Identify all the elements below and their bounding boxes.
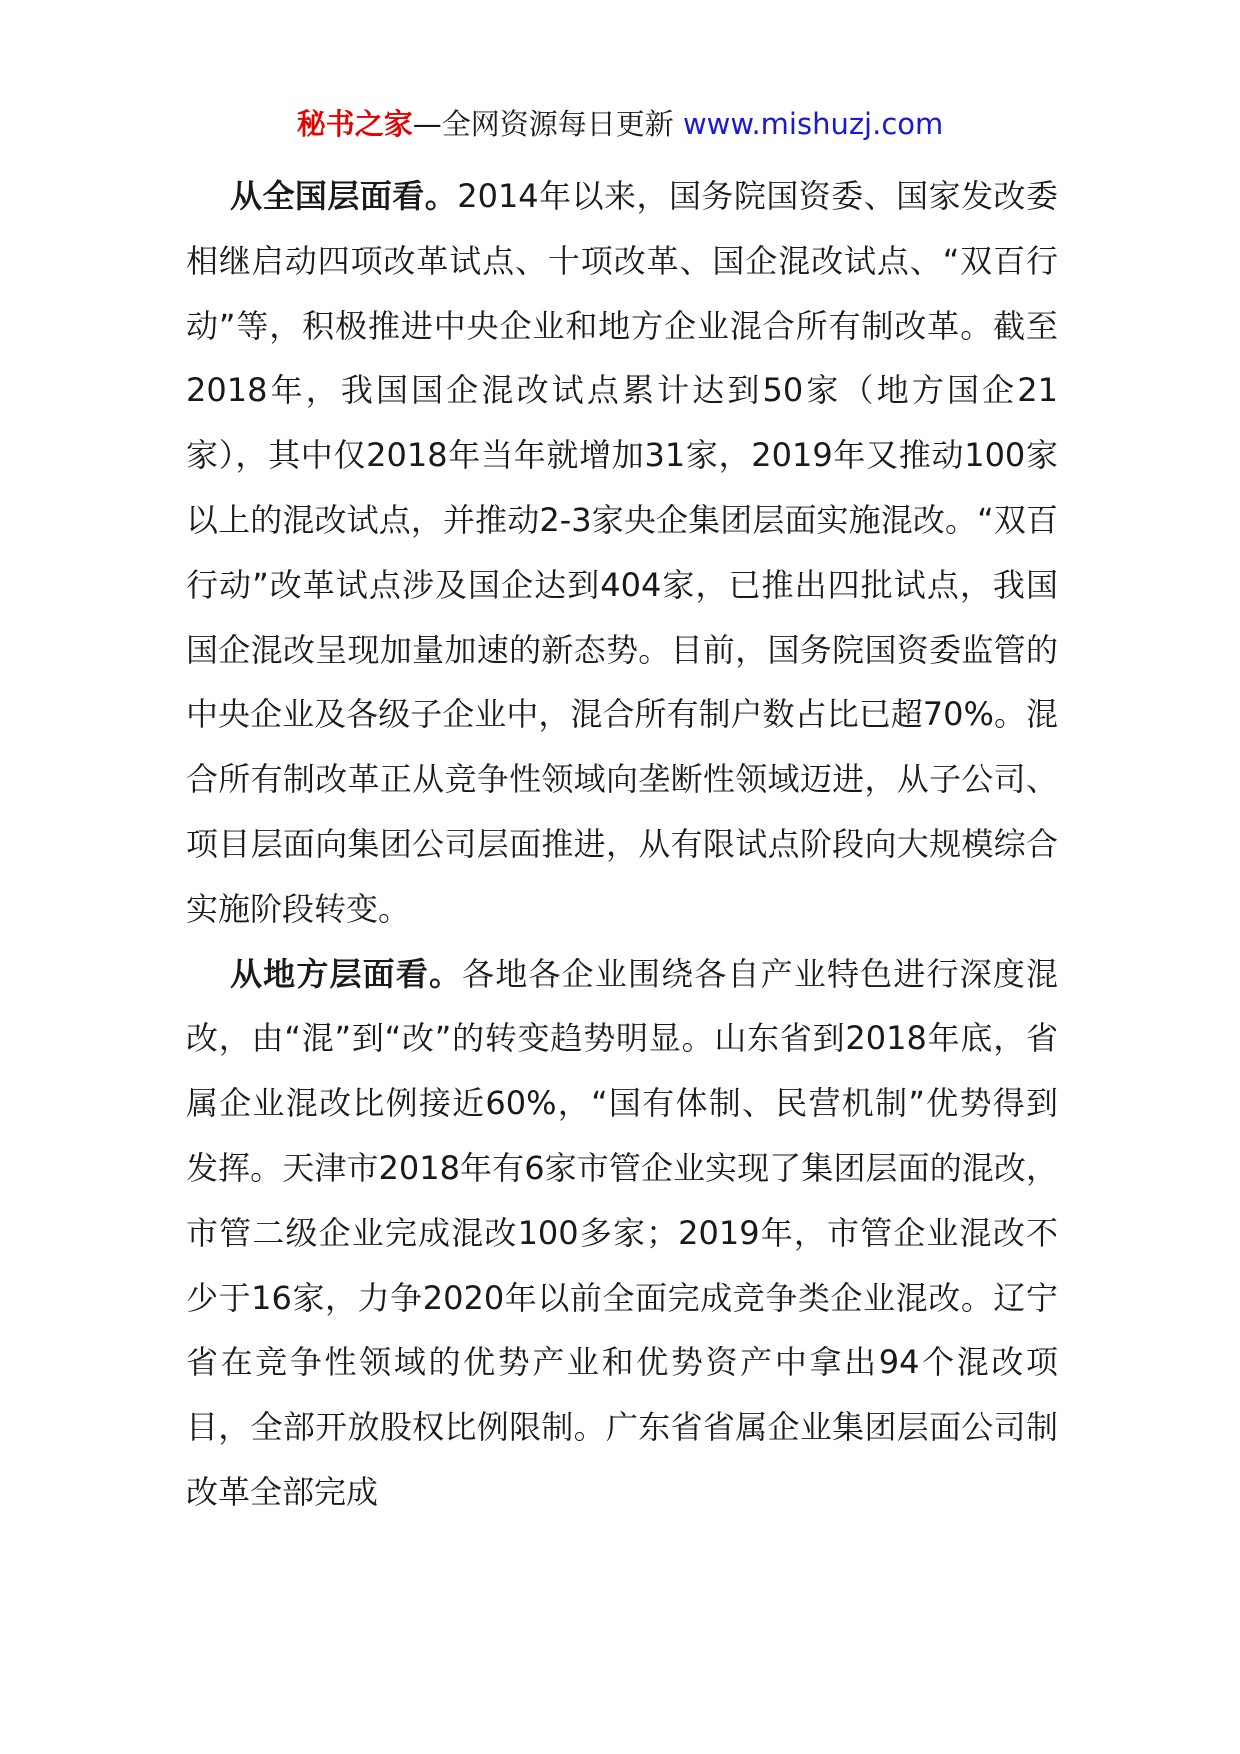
paragraph-lead: 从地方层面看。 (230, 954, 463, 993)
paragraph-local (186, 942, 1058, 1525)
paragraph-text: 各地各企业围绕各自产业特色进行深度混改，由“混”到“改”的转变趋势明显。山东省到2018年底，省属企业混改比例接近60%，“国有体制、民营机制”优势得到发挥。天津市2018年有6家市管企业实现了集团层面的混改，市管二级企业完成混改100多家；2019年，市管企业混改不少于16家，力争2020年以前全面完成竞争类企业混改。辽宁省在竞争性领域的优势产业和优势资产中拿出94个混改项目，全部开放股权比例限制。广东省省属企业集团层面公司制改革全部完成 (186, 954, 1058, 1511)
paragraph-lead: 从全国层面看。 (230, 177, 458, 215)
article-body (186, 164, 1058, 1525)
site-brand: 秘书之家 (296, 107, 413, 141)
paragraph-text: 2014年以来，国务院国资委、国家发改委相继启动四项改革试点、十项改革、国企混改试点、“双百行动”等，积极推进中央企业和地方企业混合所有制改革。截至2018年，我国国企混改试点累计达到50家（地方国企21家），其中仅2018年当年就增加31家，2019年又推动100家以上的混改试点，并推动2-3家央企集团层面实施混改。“双百行动”改革试点涉及国企达到404家，已推出四批试点，我国国企混改呈现加量加速的新态势。目前，国务院国资委监管的中央企业及各级子企业中，混合所有制户数占比已超70%。混合所有制改革正从竞争性领域向垄断性领域迈进，从子公司、项目层面向集团公司层面推进，从有限试点阶段向大规模综合实施阶段转变。 (186, 177, 1058, 928)
site-header (0, 104, 1240, 144)
site-tagline: —全网资源每日更新 (412, 107, 674, 141)
site-url-link[interactable]: www.mishuzj.com (682, 107, 944, 141)
paragraph-national (186, 164, 1058, 942)
